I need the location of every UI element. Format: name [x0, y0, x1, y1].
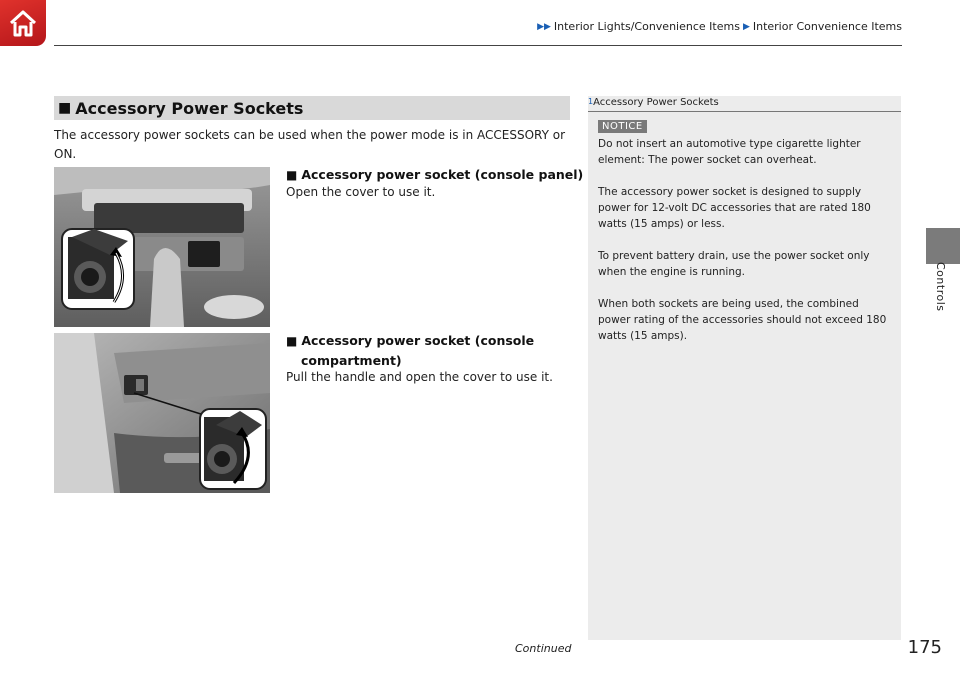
square-bullet-icon: ■: [58, 100, 72, 116]
breadcrumb-arrow-icon: ▶: [742, 21, 750, 32]
side-tab-marker[interactable]: [926, 228, 960, 264]
home-icon: [7, 8, 39, 38]
note-paragraph: When both sockets are being used, the combined power rating of the accessories should not exceed 180 watts (15 amps).: [598, 298, 887, 342]
page-number: 175: [907, 637, 942, 658]
console-panel-heading: [286, 165, 583, 185]
breadcrumb-item-interior-lights[interactable]: Interior Lights/Convenience Items: [553, 20, 740, 33]
note-marker-icon: 1: [588, 97, 594, 106]
note-paragraph: The accessory power socket is designed to supply power for 12-volt DC accessories that are rated 180 watts (15 amps) or less.: [598, 186, 871, 230]
console-compartment-heading-line1: Accessory power socket (console: [301, 333, 535, 348]
square-bullet-icon: ■: [286, 168, 298, 182]
section-title: Accessory Power Sockets: [75, 98, 304, 118]
home-button[interactable]: [0, 0, 46, 46]
section-intro: The accessory power sockets can be used when the power mode is in ACCESSORY or ON.: [54, 128, 566, 161]
note-paragraph: Do not insert an automotive type cigarette lighter element: The power socket can overheat.: [598, 138, 861, 166]
square-bullet-icon: ■: [286, 334, 298, 348]
console-panel-photo: [54, 167, 270, 327]
breadcrumb: [537, 20, 902, 33]
header-divider: [54, 45, 902, 46]
console-panel-instruction: Open the cover to use it.: [286, 185, 436, 199]
note-body: [598, 136, 893, 360]
note-panel-title: Accessory Power Sockets: [593, 97, 719, 108]
console-compartment-instruction: Pull the handle and open the cover to use it.: [286, 370, 553, 384]
continued-label: Continued: [515, 642, 572, 655]
breadcrumb-arrow-icon: ▶▶: [537, 21, 551, 32]
console-compartment-heading-line2: compartment): [301, 353, 402, 368]
console-panel-heading-text: Accessory power socket (console panel): [301, 167, 584, 182]
side-tab-label[interactable]: Controls: [934, 262, 947, 312]
note-paragraph: To prevent battery drain, use the power socket only when the engine is running.: [598, 250, 870, 278]
note-panel-header: [588, 96, 901, 112]
console-compartment-photo: [54, 333, 270, 493]
section-header: [54, 96, 570, 120]
console-compartment-heading: [286, 331, 534, 370]
breadcrumb-item-interior-convenience[interactable]: Interior Convenience Items: [752, 20, 902, 33]
notice-badge: NOTICE: [598, 120, 647, 133]
